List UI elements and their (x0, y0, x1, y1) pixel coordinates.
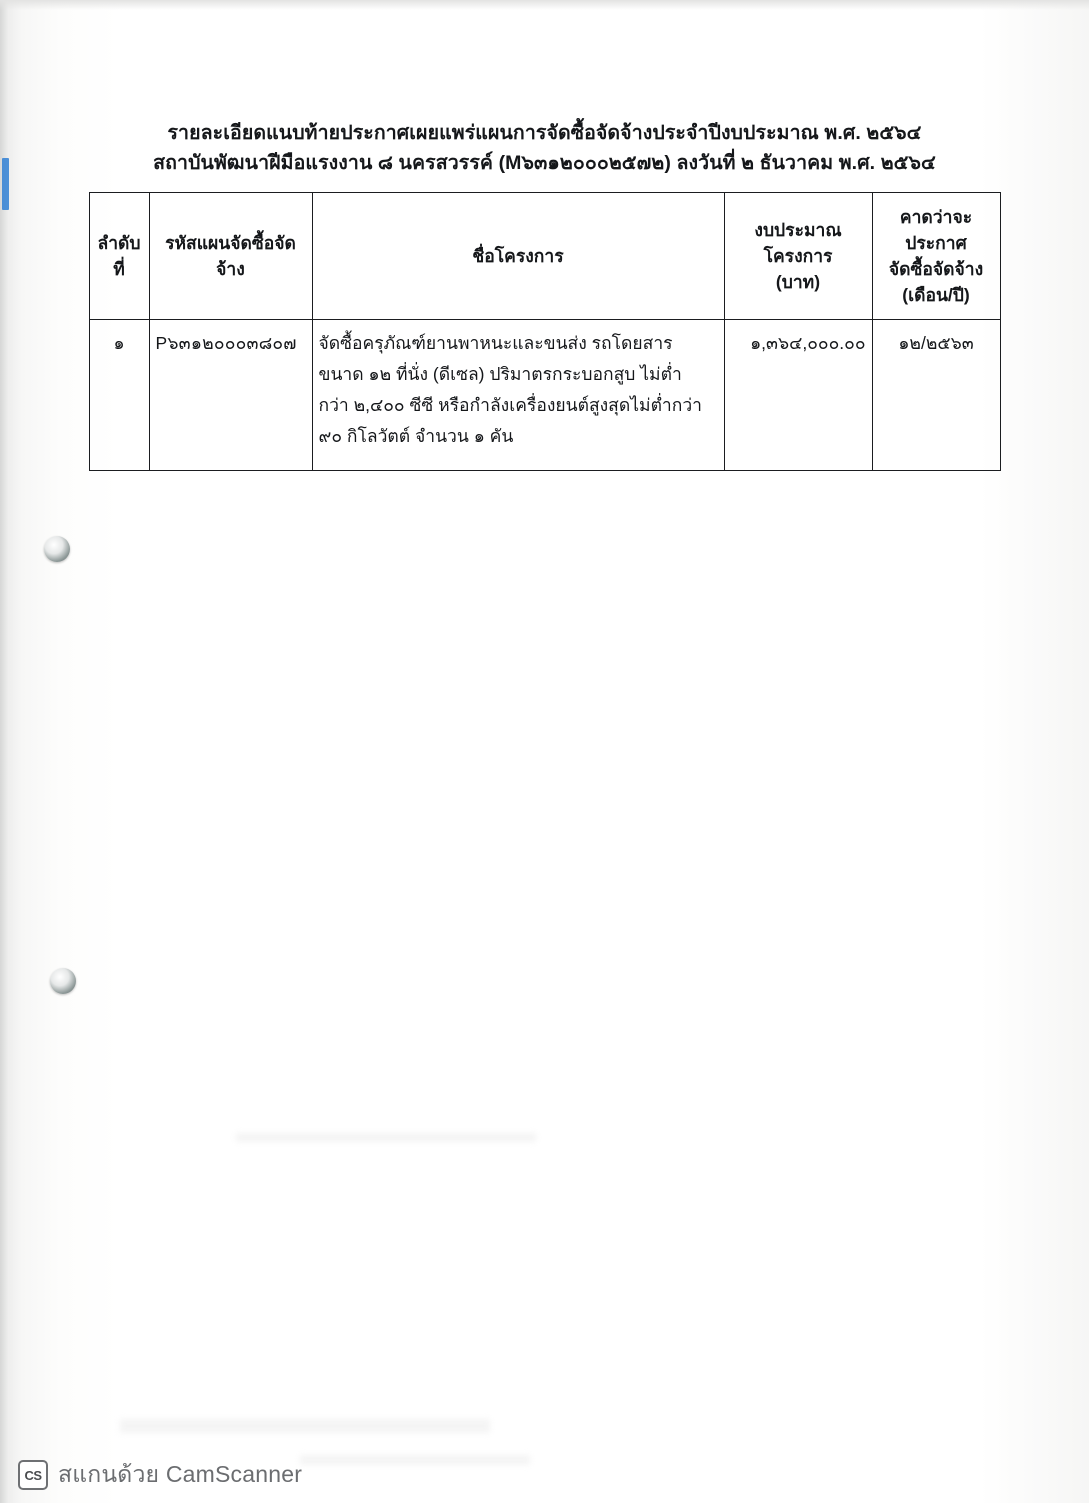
column-header-project-name (312, 193, 724, 320)
document-title (0, 0, 1089, 178)
header-text: ชื่อโครงการ (472, 246, 564, 266)
camscanner-footer (0, 1447, 1089, 1503)
cell-plan-code: P๖๓๑๒๐๐๐๓๘๐๗ (149, 320, 312, 471)
column-header-code (149, 193, 312, 320)
scan-smudge (120, 1419, 490, 1433)
procurement-plan-table (89, 192, 1001, 471)
header-text: (เดือน/ปี) (902, 285, 970, 305)
project-name-line: กว่า ๒,๔๐๐ ซีซี หรือกำลังเครื่องยนต์สูงสุดไม่ต่ำกว่า (318, 395, 703, 415)
table-row (89, 320, 1000, 471)
camscanner-logo-icon: CS (18, 1460, 48, 1490)
header-text: (บาท) (775, 272, 821, 292)
project-name-line: จัดซื้อครุภัณฑ์ยานพาหนะและขนส่ง รถโดยสาร (318, 333, 673, 353)
cell-budget: ๑,๓๖๔,๐๐๐.๐๐ (724, 320, 872, 471)
header-text: จ้าง (216, 259, 245, 279)
project-name-line: ขนาด ๑๒ ที่นั่ง (ดีเซล) ปริมาตรกระบอกสูบ ไม่ต่ำ (318, 364, 682, 384)
document-body (0, 0, 1089, 471)
cell-project-name (312, 320, 724, 471)
header-text: คาดว่าจะ (899, 207, 973, 227)
cell-no: ๑ (89, 320, 149, 471)
hole-punch-bottom (50, 968, 76, 994)
header-text: โครงการ (763, 246, 833, 266)
project-name-line: ๙๐ กิโลวัตต์ จำนวน ๑ คัน (318, 426, 514, 446)
column-header-no (89, 193, 149, 320)
title-line-1: รายละเอียดแนบท้ายประกาศเผยแพร่แผนการจัดซื้อจัดจ้างประจำปีงบประมาณ พ.ศ. ๒๕๖๔ (167, 122, 922, 144)
header-text: ประกาศ (905, 233, 967, 253)
camscanner-label: สแกนด้วย CamScanner (58, 1461, 303, 1487)
title-line-2: สถาบันพัฒนาฝีมือแรงงาน ๘ นครสวรรค์ (M๖๓๑๒๐๐๐๒๕๗๒) ลงวันที่ ๒ ธันวาคม พ.ศ. ๒๕๖๔ (153, 152, 936, 174)
header-text: รหัสแผนจัดซื้อจัด (165, 233, 296, 253)
scan-smudge (236, 1133, 536, 1142)
table-header-row (89, 193, 1000, 320)
header-text: ลำดับ (97, 233, 141, 253)
header-text: งบประมาณ (754, 220, 842, 240)
column-header-budget (724, 193, 872, 320)
cell-expected-month: ๑๒/๒๕๖๓ (872, 320, 1000, 471)
hole-punch-top (44, 536, 70, 562)
header-text: จัดซื้อจัดจ้าง (888, 259, 984, 279)
column-header-expected-month (872, 193, 1000, 320)
header-text: ที่ (113, 259, 125, 279)
project-name-lines (319, 328, 718, 452)
